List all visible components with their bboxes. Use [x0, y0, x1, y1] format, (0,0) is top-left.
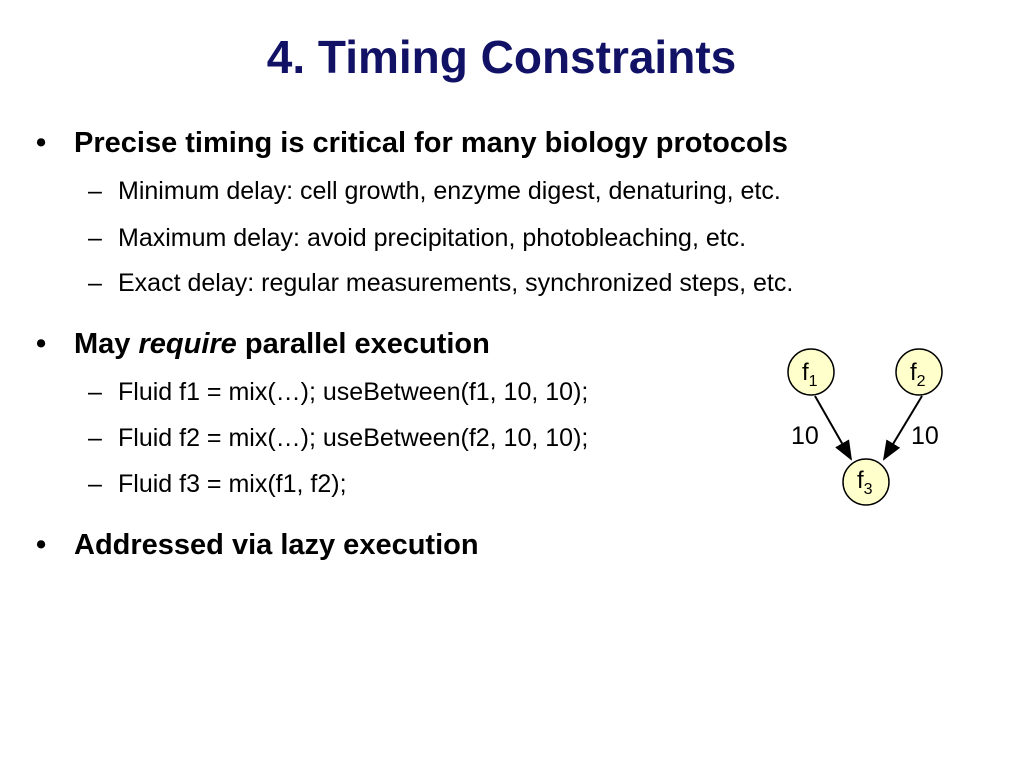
dash-marker: – — [88, 424, 102, 452]
dash-marker: – — [88, 378, 102, 406]
bullet-text-emphasis: require — [138, 328, 237, 360]
dash-marker: – — [88, 224, 102, 252]
subitem-text: Maximum delay: avoid precipitation, photobleaching, etc. — [118, 224, 747, 252]
node-f1 — [788, 349, 834, 395]
node-f1-label: $f_1$ — [802, 359, 818, 390]
edge-label-f1-f3: 10 — [791, 422, 819, 450]
node-f2-label: $f_2$ — [910, 359, 926, 390]
dash-marker: – — [88, 470, 102, 498]
dash-marker: – — [88, 177, 102, 205]
bullet-marker: • — [36, 328, 47, 360]
node-f2 — [896, 349, 942, 395]
subitem-text: Exact delay: regular measurements, synchronized steps, etc. — [118, 269, 794, 297]
bullet-marker: • — [36, 127, 47, 159]
slide-title: 4. Timing Constraints — [266, 31, 737, 83]
subitem-text: Fluid f1 = mix(…); useBetween(f1, 10, 10); — [118, 378, 589, 406]
node-f3-label: $f_3$ — [857, 467, 873, 498]
bullet-text: Addressed via lazy execution — [74, 529, 479, 561]
dash-marker: – — [88, 269, 102, 297]
bullet-marker: • — [36, 529, 47, 561]
bullet-text-suffix: parallel execution — [236, 328, 490, 360]
subitem-text: Fluid f2 = mix(…); useBetween(f2, 10, 10); — [118, 424, 589, 452]
bullet-text-prefix: May — [74, 328, 139, 360]
subitem-text: Minimum delay: cell growth, enzyme digest, denaturing, etc. — [118, 177, 781, 205]
node-f3 — [843, 459, 889, 505]
edge-label-f2-f3: 10 — [911, 422, 939, 450]
subitem-text: Fluid f3 = mix(f1, f2); — [118, 470, 347, 498]
bullet-text: Precise timing is critical for many biology protocols — [74, 127, 788, 159]
edge-f1-f3 — [815, 396, 851, 459]
